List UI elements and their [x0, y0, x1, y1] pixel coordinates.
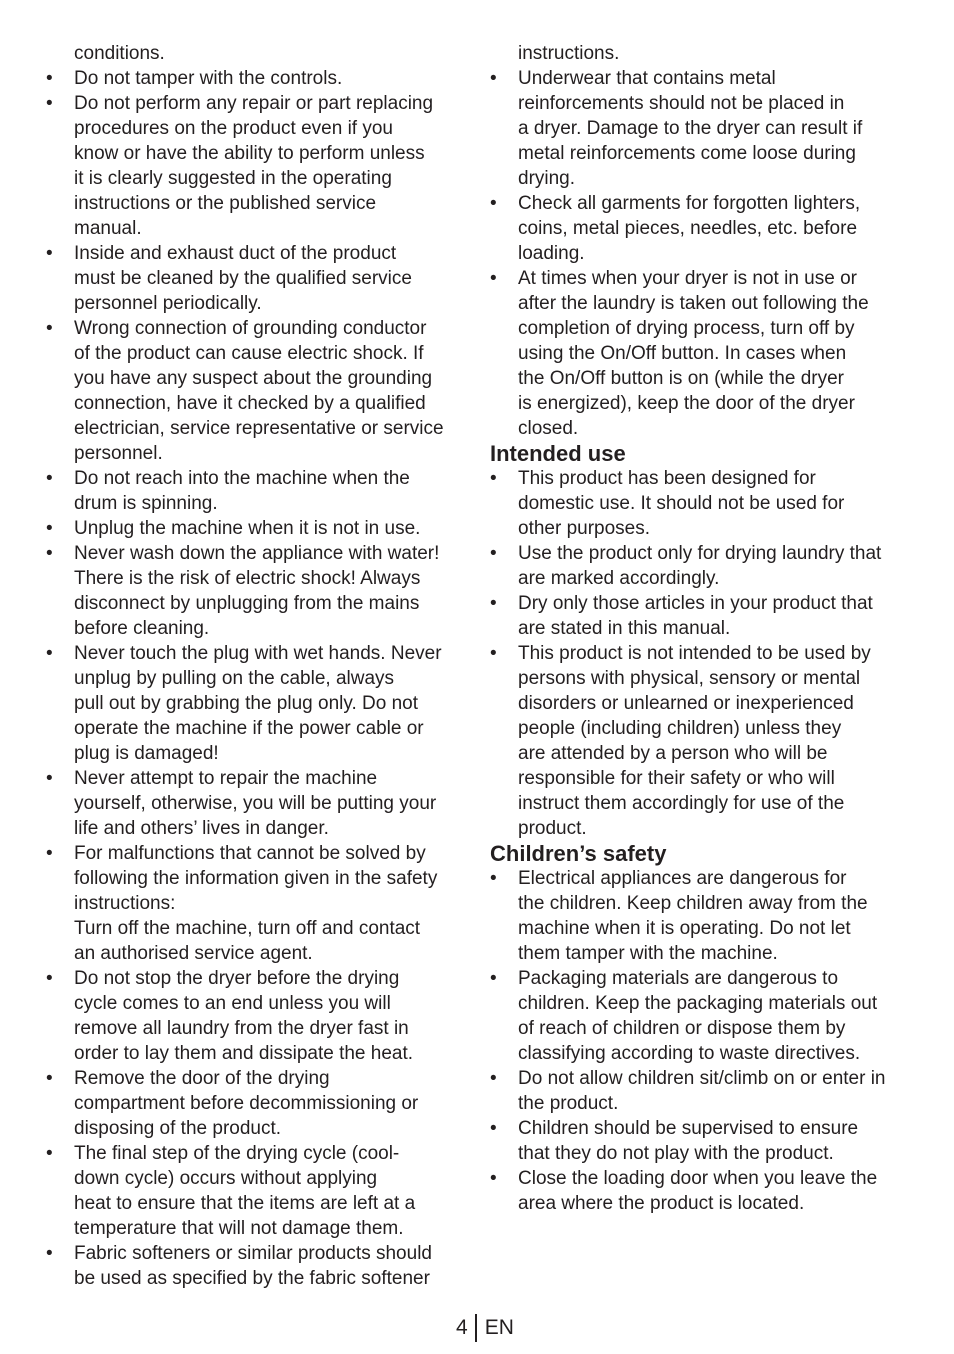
list-item: • Use the product only for drying laundry that are marked accordingly.: [490, 541, 910, 591]
childrens-safety-list: [490, 866, 910, 1216]
intended-use-heading: Intended use: [490, 441, 626, 466]
list-item: • Do not reach into the machine when the drum is spinning.: [46, 466, 466, 516]
list-item: • For malfunctions that cannot be solved by following the information given in the safety instructions: Turn off the machine, turn off and contact an authorised service agent.: [46, 841, 466, 966]
safety-list: [490, 66, 910, 441]
list-item: • Do not tamper with the controls.: [46, 66, 466, 91]
safety-list: [46, 66, 466, 1291]
continuation-text: conditions.: [74, 43, 165, 64]
list-item: • This product has been designed for domestic use. It should not be used for other purposes.: [490, 466, 910, 541]
list-item: • Never wash down the appliance with water! There is the risk of electric shock! Always disconnect by unplugging from the mains before cleaning.: [46, 541, 466, 641]
list-item: • Packaging materials are dangerous to children. Keep the packaging materials out of reach of children or dispose them by classifying according to waste directives.: [490, 966, 910, 1066]
list-item: • This product is not intended to be used by persons with physical, sensory or mental disorders or unlearned or inexperienced people (including children) unless they are attended by a person who will be responsible for their safety or who will instruct them accordingly for use of the product.: [490, 641, 910, 841]
list-item: • The final step of the drying cycle (cool- down cycle) occurs without applying heat to ensure that the items are left at a temperature that will not damage them.: [46, 1141, 466, 1241]
list-item: • Do not perform any repair or part replacing procedures on the product even if you know or have the ability to perform unless it is clearly suggested in the operating instructions or the published service manual.: [46, 91, 466, 241]
list-item: • Wrong connection of grounding conductor of the product can cause electric shock. If you have any suspect about the grounding connection, have it checked by a qualified electrician, service representative or service personnel.: [46, 316, 466, 466]
list-item: • Dry only those articles in your product that are stated in this manual.: [490, 591, 910, 641]
list-item: • Underwear that contains metal reinforcements should not be placed in a dryer. Damage to the dryer can result if metal reinforcements come loose during drying.: [490, 66, 910, 191]
list-item: • Do not stop the dryer before the drying cycle comes to an end unless you will remove all laundry from the dryer fast in order to lay them and dissipate the heat.: [46, 966, 466, 1066]
footer-divider: [475, 1314, 477, 1342]
list-item: • Never attempt to repair the machine yourself, otherwise, you will be putting your life and others’ lives in danger.: [46, 766, 466, 841]
language-code: EN: [484, 1316, 514, 1339]
list-item: • Electrical appliances are dangerous for the children. Keep children away from the machine when it is operating. Do not let them tamper with the machine.: [490, 866, 910, 966]
right-column: [490, 41, 910, 1216]
list-item: • Never touch the plug with wet hands. Never unplug by pulling on the cable, always pull out by grabbing the plug only. Do not operate the machine if the power cable or plug is damaged!: [46, 641, 466, 766]
continuation-text: instructions.: [518, 43, 620, 64]
list-item: • Check all garments for forgotten lighters, coins, metal pieces, needles, etc. before loading.: [490, 191, 910, 266]
left-column: [46, 41, 466, 1291]
list-item: • Fabric softeners or similar products should be used as specified by the fabric softener: [46, 1241, 466, 1291]
childrens-safety-heading: Children’s safety: [490, 841, 667, 866]
list-item: • Inside and exhaust duct of the product must be cleaned by the qualified service personnel periodically.: [46, 241, 466, 316]
page-number: 4: [456, 1316, 468, 1339]
list-item: • Remove the door of the drying compartment before decommissioning or disposing of the product.: [46, 1066, 466, 1141]
page-footer: [456, 1314, 514, 1342]
list-item: • At times when your dryer is not in use or after the laundry is taken out following the completion of drying process, turn off by using the On/Off button. In cases when the On/Off button is on (while the dryer is energized), keep the door of the dryer closed.: [490, 266, 910, 441]
list-item: • Do not allow children sit/climb on or enter in the product.: [490, 1066, 910, 1116]
list-item: • Close the loading door when you leave the area where the product is located.: [490, 1166, 910, 1216]
list-item: • Children should be supervised to ensure that they do not play with the product.: [490, 1116, 910, 1166]
intended-use-list: [490, 466, 910, 841]
list-item: • Unplug the machine when it is not in use.: [46, 516, 466, 541]
